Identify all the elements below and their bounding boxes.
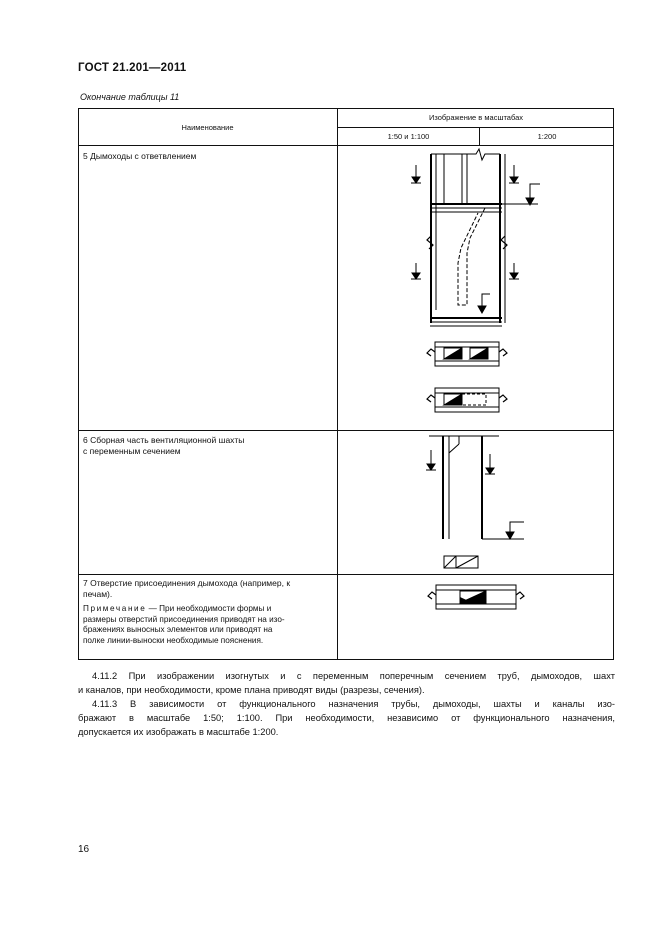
row-5-title: 5 Дымоходы с ответвлением (83, 151, 197, 161)
chimney-branch-drawing (411, 149, 540, 326)
column-header-scale-2: 1:200 (537, 132, 557, 141)
note-label: Примечание (83, 604, 147, 613)
ventilation-shaft-drawing (426, 436, 524, 568)
document-header: ГОСТ 21.201—2011 (78, 62, 187, 74)
paragraph-4-11-2: 4.11.2 При изображении изогнутых и с переменным поперечным сечением труб, дымоходов, шахт и каналов, при необходимости, кроме плана приводят виды (разрезы, сечения). (78, 671, 615, 695)
chimney-section-view-2 (427, 388, 507, 412)
connection-opening-drawing (428, 585, 524, 609)
page-number: 16 (78, 844, 90, 855)
table-caption: Окончание таблицы 11 (80, 92, 180, 102)
row-7-title: 7 Отверстие присоединения дымохода (например, к печам). (83, 578, 291, 599)
chimney-section-view-1 (427, 342, 507, 366)
column-header-scale-1: 1:50 и 1:100 (387, 132, 430, 141)
paragraph-4-11-3: 4.11.3 В зависимости от функционального назначения трубы, дымоходы, шахты и каналы изо- бражают в масштабе 1:50; 1:100. При необходимости, независимо от функционального назначения, допускается их изображать в масштабе 1:200. (78, 699, 615, 737)
column-header-image: Изображение в масштабах (428, 113, 524, 122)
row-7-note: Примечание — При необходимости формы и размеры отверстий присоединения приводят на изо- бражениях выносных элементов или приводят на полке линии-выноски необходимые пояснения. (83, 604, 285, 645)
drawings-layer (78, 108, 614, 661)
table-11 (78, 108, 614, 661)
column-header-name: Наименование (181, 123, 234, 132)
row-6-title: 6 Сборная часть вентиляционной шахты с переменным сечением (83, 435, 245, 456)
